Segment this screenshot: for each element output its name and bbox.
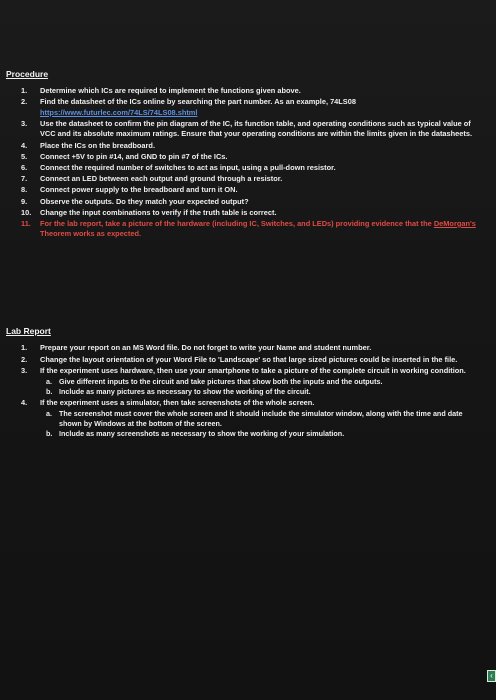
lab-step-3-sublist [46,376,480,398]
lab-step-3a [46,376,480,387]
step-text: If the experiment uses hardware, then use your smartphone to take a picture of the complete circuit in working condition. [40,366,466,375]
step-text: Use the datasheet to confirm the pin diagram of the IC, its function table, and operating conditions such as typical value of VCC and its absolute maximum ratings. Ensure that your operating conditions are within the limits given in the datasheets. [40,118,473,139]
step-text: Observe the outputs. Do they match your expected output? [40,196,249,206]
lab-step-1 [21,343,480,354]
lab-step-3 [21,366,480,397]
step-text: Connect the required number of switches to act as input, using a pull-down resistor. [40,162,336,172]
step-number: 4. [21,398,28,408]
demorgan-term: DeMorgan's [433,218,476,228]
procedure-step-4 [21,140,485,152]
procedure-step-7 [21,174,485,185]
sub-step-letter: b. [46,429,53,439]
step-text: Change the input combinations to verify if the truth table is correct. [40,207,277,217]
procedure-step-3 [21,118,485,140]
lab-report-list [21,343,480,440]
step-number: 10. [21,207,32,217]
step-number: 1. [21,86,28,95]
step-text: If the experiment uses a simulator, then take screenshots of the whole screen. [40,398,315,408]
step-number: 9. [21,196,28,206]
step-number: 3. [21,366,28,375]
sub-step-text: Include as many screenshots as necessary to show the working of your simulation. [59,429,345,439]
procedure-step-11 [21,218,485,240]
sub-step-text: The screenshot must cover the whole screen and it should include the simulator window, along with the time and date shown by Windows at the bottom of the screen. [59,408,463,428]
step-number: 8. [21,185,28,195]
step-number: 2. [21,97,28,107]
procedure-step-2 [21,97,485,118]
procedure-step-5 [21,151,485,163]
lab-step-4-sublist [46,408,480,440]
step-number: 4. [21,140,28,150]
lab-report-heading: Lab Report [6,326,51,336]
step-text: Connect +5V to pin #14, and GND to pin #7 of the ICs. [40,151,228,161]
procedure-step-9 [21,196,485,208]
procedure-step-6 [21,162,485,174]
step-number: 3. [21,118,28,128]
datasheet-link[interactable]: https://www.futurlec.com/74LS/74LS08.shtml [40,107,198,117]
step-text: Change the layout orientation of your Word File to 'Landscape' so that large sized pictures could be inserted in the file. [40,354,458,364]
procedure-heading: Procedure [6,69,49,79]
procedure-step-8 [21,185,485,196]
step-text: Prepare your report on an MS Word file. Do not forget to write your Name and student number. [40,343,372,352]
lab-step-4 [21,398,480,439]
step-number: 6. [21,162,28,172]
step-number: 5. [21,151,28,161]
step-text-a: For the lab report, take a picture of the hardware (including IC, Switches, and LEDs) providing evidence that the [40,218,434,228]
step-text: Place the ICs on the breadboard. [40,140,155,150]
lab-step-4a [46,408,480,430]
procedure-list [21,86,485,241]
sub-step-letter: a. [46,376,52,386]
sub-step-letter: b. [46,386,53,396]
step-text: Find the datasheet of the ICs online by searching the part number. As an example, 74LS08 [40,97,356,107]
step-number: 7. [21,174,28,184]
procedure-step-1 [21,86,485,97]
sub-step-text: Include as many pictures as necessary to show the working of the circuit. [59,386,311,396]
step-text: Determine which ICs are required to implement the functions given above. [40,86,301,95]
step-number: 1. [21,343,28,352]
step-text: Connect power supply to the breadboard and turn it ON. [40,185,238,195]
step-text: Connect an LED between each output and ground through a resistor. [40,174,283,184]
lab-step-3b [46,386,480,397]
procedure-step-10 [21,207,485,219]
sub-step-letter: a. [46,408,52,418]
step-number: 11. [21,218,31,228]
expand-icon[interactable]: ‹ [487,670,496,682]
sub-step-text: Give different inputs to the circuit and take pictures that show both the inputs and the outputs. [59,376,383,386]
lab-step-4b [46,429,480,439]
step-number: 2. [21,354,28,364]
step-text-b: Theorem works as expected. [40,229,142,239]
lab-step-2 [21,354,480,366]
